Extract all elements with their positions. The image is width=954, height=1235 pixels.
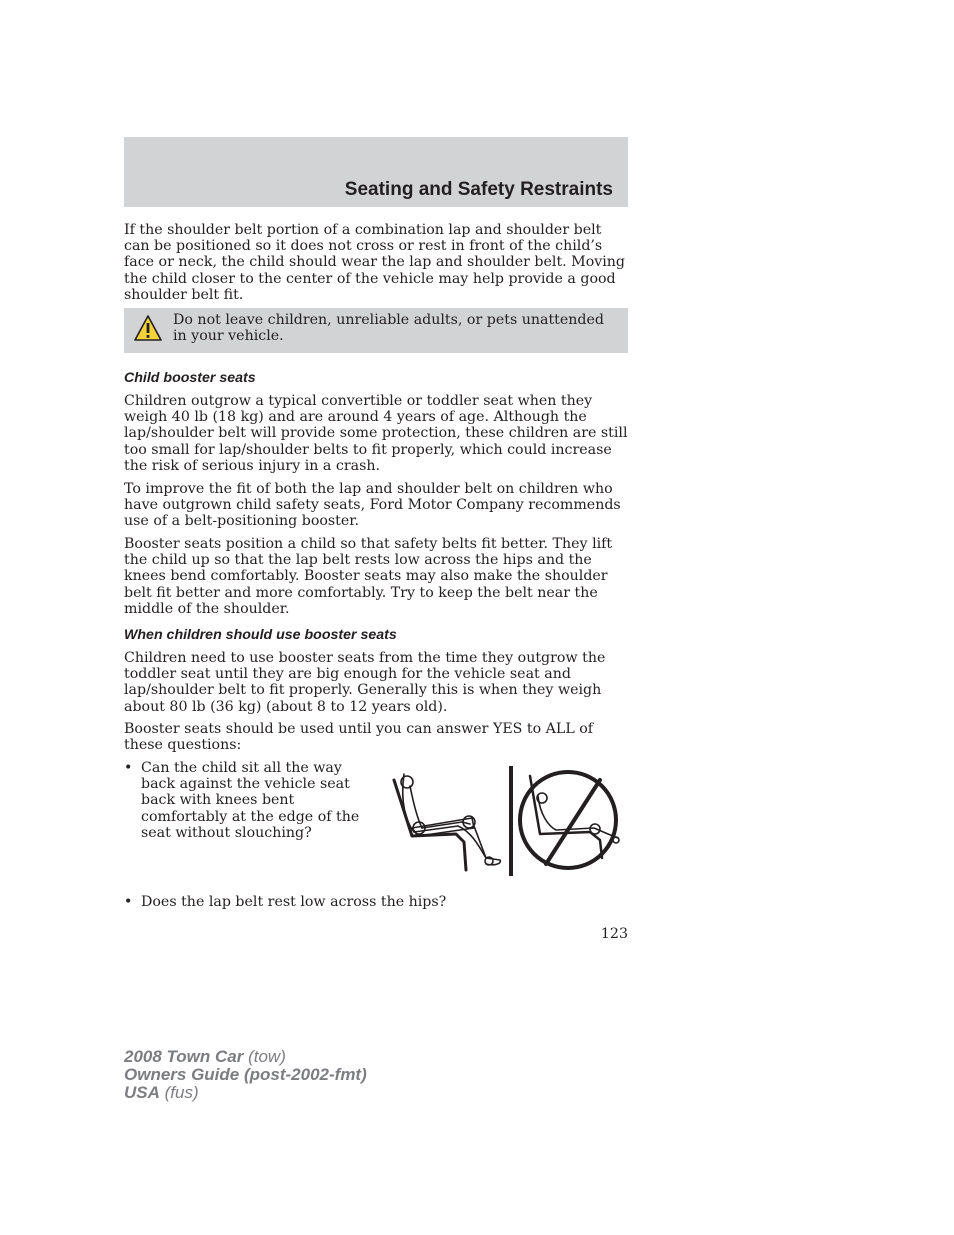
footer-model-code: (tow) <box>248 1047 286 1066</box>
footer-line-guide <box>124 1066 367 1084</box>
footer-line-model <box>124 1048 367 1066</box>
page-number: 123 <box>600 926 628 942</box>
when-paragraph-1: Children need to use booster seats from the time they outgrow the toddler seat until they are big enough for the vehicle seat and lap/shoulder belt to fit properly. Generally this is when they weigh about 80 lb (36 kg) (about 8 to 12 years old). <box>124 650 606 715</box>
footer-guide: Owners Guide (post-2002-fmt) <box>124 1065 367 1084</box>
footer-line-market <box>124 1084 367 1102</box>
bullet-dot: • <box>124 760 133 776</box>
section-title: Seating and Safety Restraints <box>344 179 613 200</box>
bullet-text: Does the lap belt rest low across the hips? <box>141 894 447 910</box>
bullet-text: Can the child sit all the way back against the vehicle seat back with knees bent comfortably at the edge of the seat without slouching? <box>141 760 360 841</box>
incorrect-seating-figure <box>520 772 619 868</box>
warning-text: Do not leave children, unreliable adults, or pets unattended in your vehicle. <box>173 312 604 345</box>
booster-seat-illustration <box>390 762 630 880</box>
when-paragraph-2: Booster seats should be used until you can answer YES to ALL of these questions: <box>124 721 594 754</box>
booster-paragraph-1: Children outgrow a typical convertible or toddler seat when they weigh 40 lb (18 kg) and are around 4 years of age. Although the lap/shoulder belt will provide some protection, these children are still too small for lap/shoulder belts to fit properly, which could increase the risk of serious injury in a crash. <box>124 393 628 474</box>
bullet-dot: • <box>124 894 133 910</box>
intro-paragraph: If the shoulder belt portion of a combination lap and shoulder belt can be positioned so it does not cross or rest in front of the child’s face or neck, the child should wear the lap and shoulder belt. Moving the child closer to the center of the vehicle may help provide a good shoulder belt fit. <box>124 222 626 303</box>
warning-triangle-icon <box>134 315 162 341</box>
footer-model: 2008 Town Car <box>124 1047 244 1066</box>
heading-when-use-booster: When children should use booster seats <box>124 627 397 643</box>
correct-seating-figure <box>394 774 500 870</box>
section-header-band <box>124 137 628 207</box>
warning-box <box>124 308 628 353</box>
heading-child-booster-seats: Child booster seats <box>124 370 256 386</box>
footer-market-code: (fus) <box>164 1083 199 1102</box>
booster-paragraph-3: Booster seats position a child so that safety belts fit better. They lift the child up so that the lap belt rests low across the hips and the knees bend comfortably. Booster seats may also make the shoulder belt fit better and more comfortably. Try to keep the belt near the middle of the shoulder. <box>124 536 613 617</box>
booster-paragraph-2: To improve the fit of both the lap and shoulder belt on children who have outgrown child safety seats, Ford Motor Company recommends use of a belt-positioning booster. <box>124 481 621 530</box>
document-footer <box>124 1048 367 1102</box>
footer-market: USA <box>124 1083 160 1102</box>
